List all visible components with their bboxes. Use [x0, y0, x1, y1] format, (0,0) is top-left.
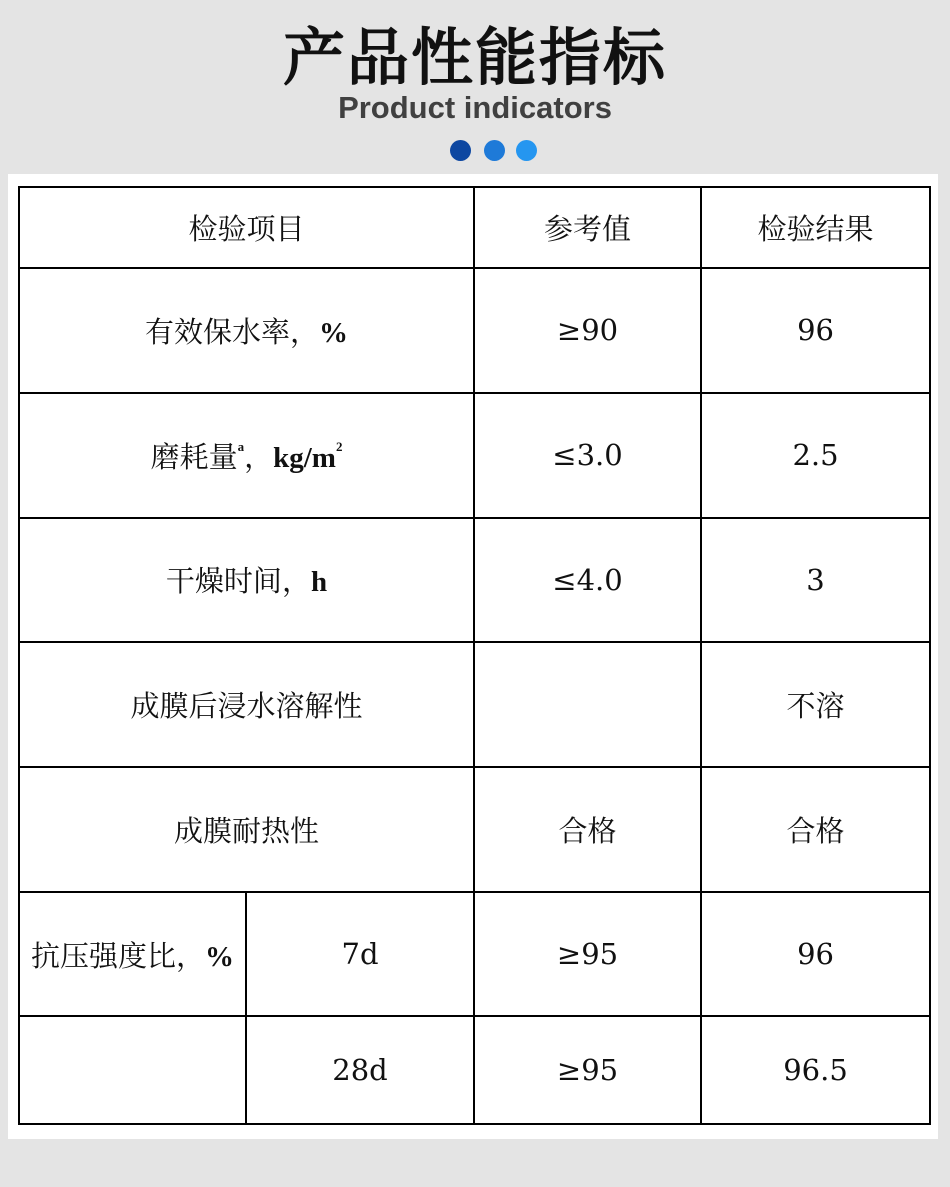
item-cell: 成膜耐热性 [19, 767, 474, 892]
dot-dark-blue [450, 140, 471, 161]
separator: ， [244, 439, 274, 474]
reference-cell: ≤3.0 [474, 393, 701, 518]
item-name: 干燥时间 [165, 564, 282, 599]
table-row [19, 1016, 930, 1124]
item-cell: 成膜后浸水溶解性 [19, 642, 474, 767]
item-unit: h [310, 566, 328, 599]
reference-cell: ≥90 [474, 268, 701, 393]
table-row [19, 892, 930, 1017]
item-name: 有效保水率 [144, 314, 290, 349]
item-superscript: a [237, 438, 245, 454]
item-name: 磨耗量 [150, 439, 238, 474]
item-unit: % [205, 940, 235, 973]
result-cell: 合格 [701, 767, 930, 892]
header-result: 检验结果 [701, 187, 930, 268]
dot-blue [484, 140, 505, 161]
header-item: 检验项目 [19, 187, 474, 268]
reference-cell: ≤4.0 [474, 518, 701, 643]
empty-cell [19, 1016, 246, 1124]
result-cell: 2.5 [701, 393, 930, 518]
unit-superscript: 2 [335, 438, 343, 454]
result-cell: 不溶 [701, 642, 930, 767]
item-cell [19, 393, 474, 518]
spec-card [8, 174, 938, 1139]
item-cell [19, 268, 474, 393]
item-unit: kg/m [273, 441, 336, 474]
result-cell: 3 [701, 518, 930, 643]
table-row [19, 393, 930, 518]
separator: ， [290, 314, 320, 349]
table-row [19, 642, 930, 767]
table-header-row [19, 187, 930, 268]
age-cell: 28d [246, 1016, 474, 1124]
separator: ， [281, 564, 311, 599]
header-reference: 参考值 [474, 187, 701, 268]
item-cell [19, 892, 246, 1017]
result-cell: 96.5 [701, 1016, 930, 1124]
item-unit: % [319, 316, 349, 349]
reference-cell: ≥95 [474, 892, 701, 1017]
reference-cell: ≥95 [474, 1016, 701, 1124]
spec-table [18, 186, 931, 1125]
page-subtitle: Product indicators [338, 90, 612, 125]
result-cell: 96 [701, 892, 930, 1017]
table-row [19, 518, 930, 643]
page-title: 产品性能指标 [282, 21, 667, 94]
item-cell [19, 518, 474, 643]
reference-cell: 合格 [474, 767, 701, 892]
table-row [19, 767, 930, 892]
decorative-dots [450, 140, 540, 162]
item-name: 抗压强度比 [30, 938, 176, 973]
age-cell: 7d [246, 892, 474, 1017]
dot-light-blue [516, 140, 537, 161]
result-cell: 96 [701, 268, 930, 393]
reference-cell [474, 642, 701, 767]
page-header [0, 0, 950, 175]
separator: ， [176, 938, 206, 973]
table-row [19, 268, 930, 393]
